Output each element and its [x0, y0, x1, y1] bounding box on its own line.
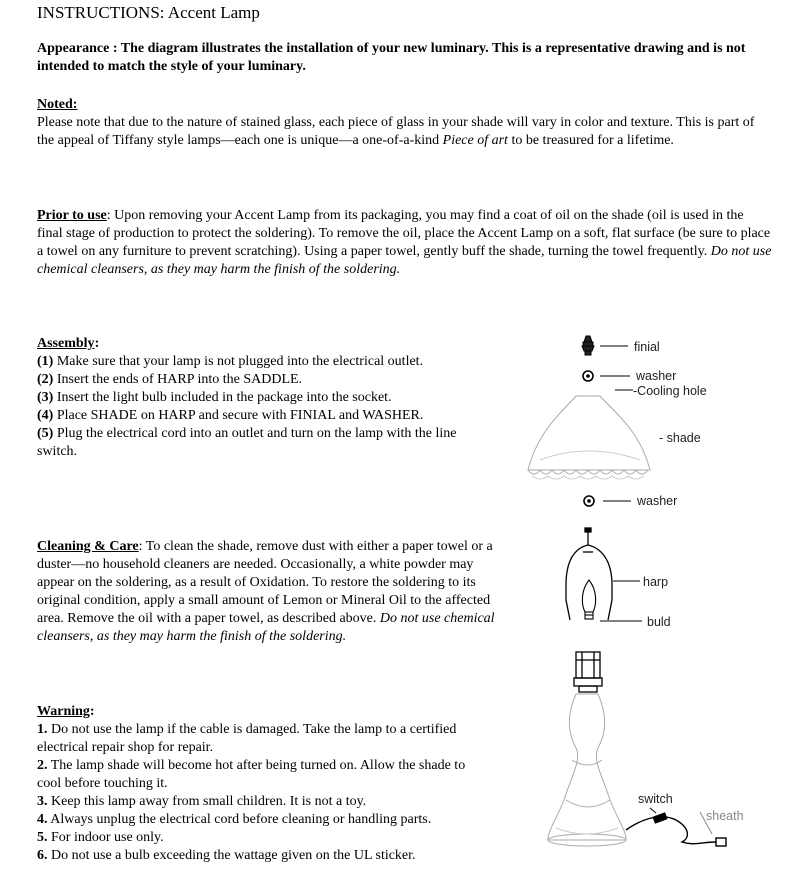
warning-number: 2.	[37, 758, 48, 773]
warning-text: The lamp shade will become hot after being turned on. Allow the shade to cool before touching it.	[37, 758, 466, 791]
finial-label: finial	[634, 340, 660, 354]
prior-text: : Upon removing your Accent Lamp from its packaging, you may find a coat of oil on the shade (oil is used in the final stage of production to protect the soldering). To remove the oil, place the Accent Lamp on a soft, flat surface (be sure to place a towel on any furniture to prevent scratching). Using a paper towel, gently buff the shade, turning the towel frequently.	[37, 208, 771, 259]
assembly-colon: :	[94, 336, 100, 351]
washer-bottom-label: washer	[637, 494, 678, 508]
noted-text-end: to be treasured for a lifetime.	[507, 133, 674, 148]
socket-part	[574, 652, 602, 692]
sheath-label: sheath	[706, 809, 744, 823]
warning-colon: :	[89, 704, 95, 719]
step-number: (3)	[37, 390, 54, 405]
lamp-base	[548, 694, 626, 846]
noted-text: Please note that due to the nature of stained glass, each piece of glass in your shade will vary in color and texture. This is part of the appeal of Tiffany style lamps—each one is unique—a one-of-a-kind	[37, 115, 755, 148]
step-number: (4)	[37, 408, 54, 423]
step-text: Place SHADE on HARP and secure with FINIAL and WASHER.	[53, 408, 424, 423]
assembly-heading: Assembly	[37, 336, 95, 351]
warning-text: Do not use a bulb exceeding the wattage given on the UL sticker.	[47, 848, 416, 863]
warning-number: 1.	[37, 722, 48, 737]
cleaning-heading: Cleaning & Care	[37, 539, 139, 554]
step-text: Plug the electrical cord into an outlet and turn on the lamp with the line switch.	[37, 426, 457, 459]
warning-heading: Warning	[37, 704, 90, 719]
prior-italic: Do not use chemical cleansers, as they may harm the finish of the soldering.	[37, 244, 772, 277]
finial-part	[582, 336, 594, 355]
step-number: (5)	[37, 426, 54, 441]
warning-number: 6.	[37, 848, 48, 863]
cleaning-italic: Do not use chemical cleansers, as they may harm the finish of the soldering.	[37, 611, 495, 644]
bulb-part	[582, 580, 595, 619]
noted-heading: Noted:	[37, 97, 78, 112]
switch-leader	[650, 808, 656, 813]
washer-top-label: washer	[636, 369, 677, 383]
warning-text: Do not use the lamp if the cable is damaged. Take the lamp to a certified electrical repair shop for repair.	[37, 722, 457, 755]
shade-label: - shade	[659, 431, 701, 445]
washer-bottom-part	[584, 496, 594, 506]
appearance-paragraph: Appearance : The diagram illustrates the installation of your new luminary. This is a representative drawing and is not intended to match the style of your luminary.	[37, 41, 746, 74]
harp-part	[566, 528, 612, 620]
noted-italic: Piece of art	[442, 133, 508, 148]
switch-label: switch	[638, 792, 673, 806]
washer-top-part	[583, 371, 593, 381]
harp-label: harp	[643, 575, 669, 589]
warning-number: 4.	[37, 812, 48, 827]
warning-text: Keep this lamp away from small children. It is not a toy.	[47, 794, 367, 809]
step-text: Make sure that your lamp is not plugged into the electrical outlet.	[53, 354, 424, 369]
bulb-label: buld	[647, 615, 671, 629]
warning-number: 3.	[37, 794, 48, 809]
cleaning-text: : To clean the shade, remove dust with either a paper towel or a duster—no household cleaners are needed. Occasionally, a white powder may appear on the soldering, as a result of Oxidation. To restore the soldering to its original condition, apply a small amount of Lemon or Mineral Oil to the affected area. Remove the oil with a paper towel, as described above.	[37, 539, 493, 626]
prior-heading: Prior to use	[37, 208, 107, 223]
step-number: (2)	[37, 372, 54, 387]
shade-part	[528, 396, 650, 479]
warning-text: For indoor use only.	[47, 830, 164, 845]
step-number: (1)	[37, 354, 54, 369]
warning-number: 5.	[37, 830, 48, 845]
cooling-hole-label: -Cooling hole	[633, 384, 707, 398]
step-text: Insert the light bulb included in the package into the socket.	[53, 390, 392, 405]
warning-text: Always unplug the electrical cord before cleaning or handling parts.	[47, 812, 432, 827]
page-title: INSTRUCTIONS: Accent Lamp	[37, 3, 260, 22]
step-text: Insert the ends of HARP into the SADDLE.	[53, 372, 303, 387]
